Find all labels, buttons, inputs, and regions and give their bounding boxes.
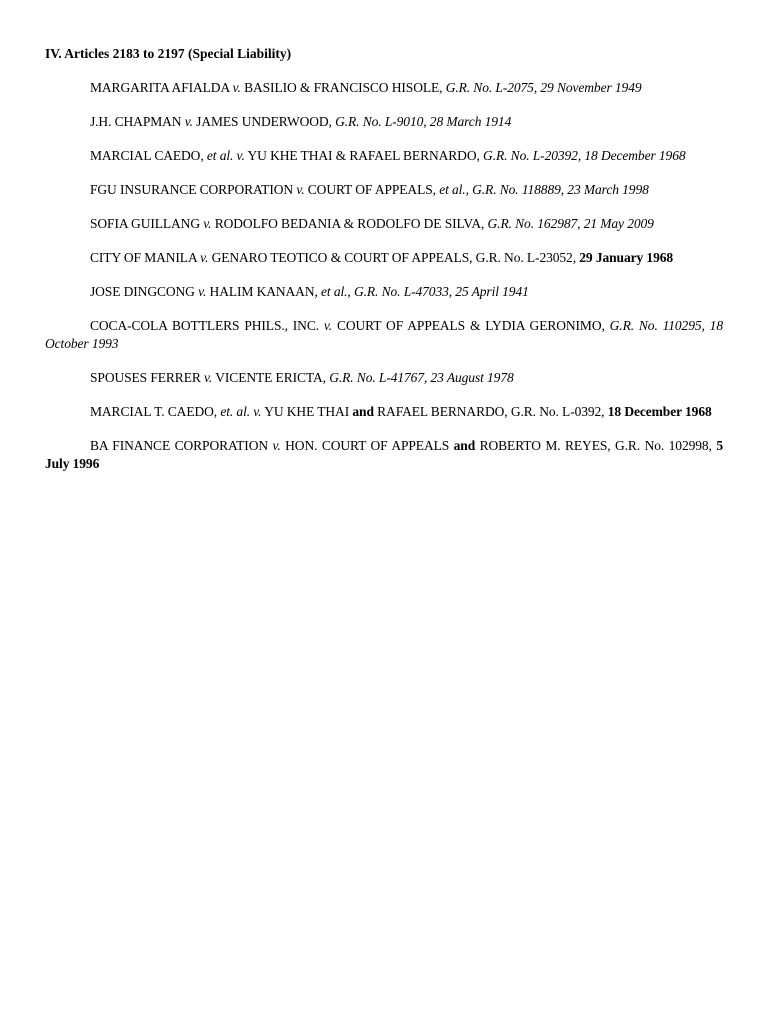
case-citation bbox=[45, 403, 723, 421]
section-heading: IV. Articles 2183 to 2197 (Special Liability) bbox=[45, 46, 292, 61]
citation-italic-text: v. bbox=[198, 284, 207, 299]
citation-text: JOSE DINGCONG bbox=[90, 284, 199, 299]
citation-text: COURT OF APPEALS, bbox=[304, 182, 440, 197]
citation-text: BASILIO & FRANCISCO HISOLE, bbox=[240, 80, 446, 95]
citation-italic-text: et. al. v. bbox=[220, 404, 262, 419]
citation-text: MARGARITA AFIALDA bbox=[90, 80, 233, 95]
citation-text: RAFAEL BERNARDO, G.R. No. L-0392, bbox=[373, 404, 608, 419]
citation-text: YU KHE THAI bbox=[261, 404, 353, 419]
citation-italic-text: v. bbox=[200, 250, 209, 265]
citation-italic-text: G.R. No. L-9010, 28 March 1914 bbox=[335, 114, 512, 129]
case-citation bbox=[45, 215, 723, 233]
citation-text: MARCIAL CAEDO, bbox=[90, 148, 207, 163]
citation-italic-text: v. bbox=[272, 438, 281, 453]
citation-italic-text: v. bbox=[204, 370, 213, 385]
case-list bbox=[45, 79, 723, 473]
citation-italic-text: G.R. No. 162987, 21 May 2009 bbox=[487, 216, 654, 231]
citation-italic-text: et al., G.R. No. L-47033, 25 April 1941 bbox=[321, 284, 529, 299]
citation-text: GENARO TEOTICO & COURT OF APPEALS, G.R. No. L-23052, bbox=[208, 250, 580, 265]
citation-italic-text: v. bbox=[323, 318, 333, 333]
case-citation bbox=[45, 79, 723, 97]
citation-text: FGU INSURANCE CORPORATION bbox=[90, 182, 297, 197]
citation-text: RODOLFO BEDANIA & RODOLFO DE SILVA, bbox=[211, 216, 488, 231]
citation-text: VICENTE ERICTA, bbox=[212, 370, 330, 385]
citation-bold-text: 18 December 1968 bbox=[607, 404, 712, 419]
citation-bold-text: 5 July 1996 bbox=[45, 438, 723, 471]
citation-italic-text: v. bbox=[203, 216, 212, 231]
citation-text: SPOUSES FERRER bbox=[90, 370, 205, 385]
case-citation bbox=[45, 437, 723, 473]
citation-italic-text: v. bbox=[296, 182, 305, 197]
citation-text: COCA-COLA BOTTLERS PHILS., INC. bbox=[90, 318, 324, 333]
citation-text: YU KHE THAI & RAFAEL BERNARDO, bbox=[244, 148, 484, 163]
citation-text: CITY OF MANILA bbox=[90, 250, 201, 265]
citation-text: JAMES UNDERWOOD, bbox=[192, 114, 336, 129]
citation-bold-text: and bbox=[453, 438, 476, 453]
citation-italic-text: et al., G.R. No. 118889, 23 March 1998 bbox=[439, 182, 649, 197]
case-citation bbox=[45, 283, 723, 301]
case-citation bbox=[45, 147, 723, 165]
citation-italic-text: G.R. No. L-20392, 18 December 1968 bbox=[483, 148, 686, 163]
citation-italic-text: v. bbox=[184, 114, 193, 129]
case-citation bbox=[45, 113, 723, 131]
citation-text: J.H. CHAPMAN bbox=[90, 114, 185, 129]
citation-italic-text: G.R. No. L-2075, 29 November 1949 bbox=[445, 80, 642, 95]
citation-italic-text: G.R. No. L-41767, 23 August 1978 bbox=[329, 370, 514, 385]
citation-italic-text: et al. v. bbox=[206, 148, 245, 163]
case-citation bbox=[45, 181, 723, 199]
citation-text: HALIM KANAAN, bbox=[206, 284, 322, 299]
citation-text: ROBERTO M. REYES, G.R. No. 102998, bbox=[475, 438, 717, 453]
citation-text: MARCIAL T. CAEDO, bbox=[90, 404, 221, 419]
citation-bold-text: and bbox=[352, 404, 374, 419]
case-citation bbox=[45, 369, 723, 387]
case-citation bbox=[45, 249, 723, 267]
case-citation bbox=[45, 317, 723, 353]
citation-text: BA FINANCE CORPORATION bbox=[90, 438, 273, 453]
citation-text: HON. COURT OF APPEALS bbox=[280, 438, 454, 453]
citation-bold-text: 29 January 1968 bbox=[579, 250, 674, 265]
citation-text: COURT OF APPEALS & LYDIA GERONIMO, bbox=[332, 318, 610, 333]
citation-italic-text: v. bbox=[232, 80, 241, 95]
citation-text: SOFIA GUILLANG bbox=[90, 216, 204, 231]
citation-italic-text: G.R. No. 110295, 18 October 1993 bbox=[45, 318, 723, 351]
